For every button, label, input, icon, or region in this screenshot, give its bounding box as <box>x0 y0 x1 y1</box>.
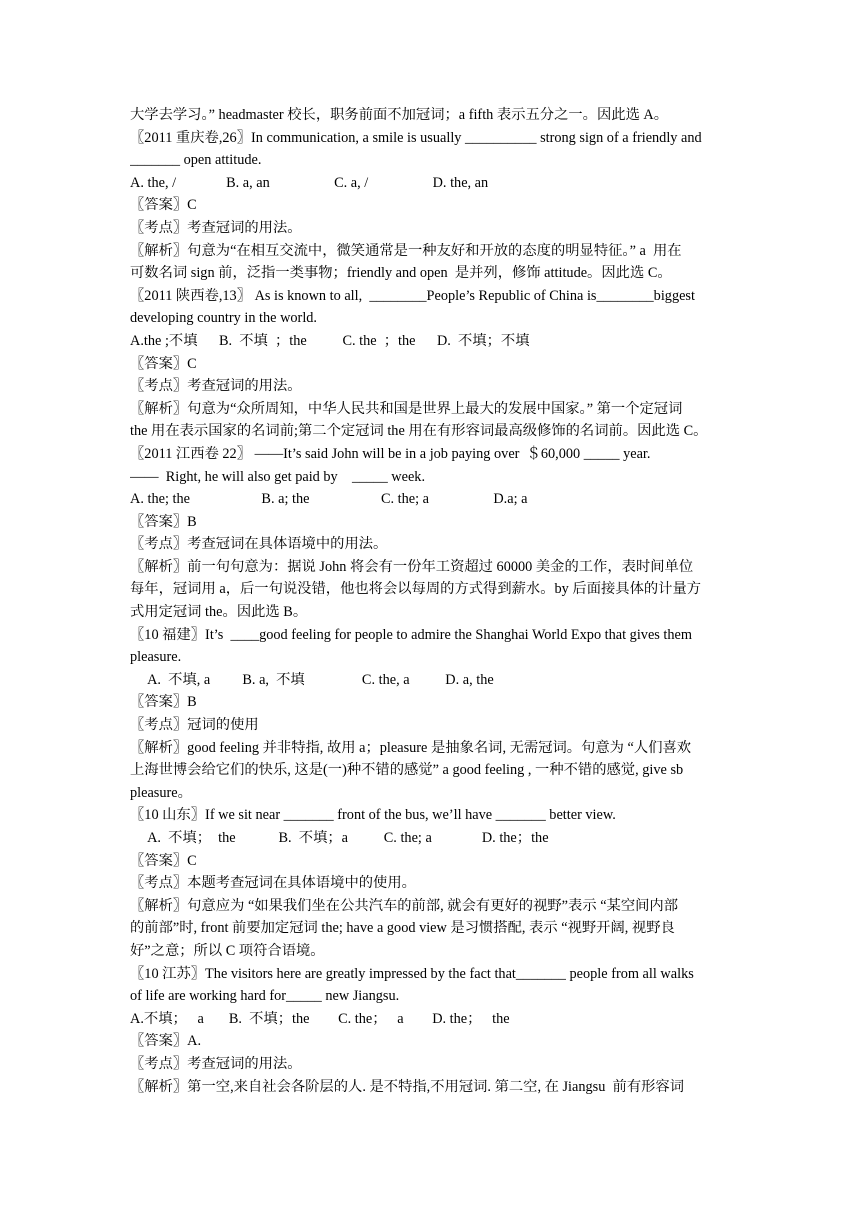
text-line: 〖考点〗考查冠词的用法。 <box>130 378 302 395</box>
text-line: pleasure。 <box>130 784 192 801</box>
text-line: 〖考点〗考查冠词的用法。 <box>130 219 302 236</box>
text-line: A.the ;不填 B. 不填 ；the C. the ；the D. 不填；不填 <box>130 332 530 349</box>
text-line: 〖答案〗C <box>130 355 197 372</box>
text-line: 大学去学习。” headmaster 校长，职务前面不加冠词；a fifth 表示五分之一。因此选 A。 <box>130 107 669 123</box>
text-line: 〖答案〗B <box>130 694 197 711</box>
text-line: A. the, / B. a, an C. a, / D. the, an <box>130 174 489 191</box>
text-line: A.不填； a B. 不填；the C. the； a D. the； the <box>130 1010 510 1027</box>
text-line: 〖答案〗B <box>130 513 197 530</box>
text-line: —— Right, he will also get paid by _____ week. <box>130 468 426 485</box>
text-line: 好”之意；所以 C 项符合语境。 <box>130 942 325 959</box>
text-line: 〖10 山东〗If we sit near _______ front of the bus, we’ll have _______ better view. <box>130 807 616 824</box>
text-line: _______ open attitude. <box>130 152 262 169</box>
text-line: developing country in the world. <box>130 310 318 327</box>
text-line: 的前部”时, front 前要加定冠词 the; have a good view 是习惯搭配, 表示 “视野开阔, 视野良 <box>130 920 675 937</box>
text-line: 〖解析〗句意为“在相互交流中，微笑通常是一种友好和开放的态度的明显特征。” a 用在 <box>130 242 682 259</box>
text-line: 〖考点〗冠词的使用 <box>130 717 259 734</box>
text-line: A. the; the B. a; the C. the; a D.a; a <box>130 491 528 508</box>
text-line: 〖2011 重庆卷,26〗In communication, a smile is usually __________ strong sign of a friendly and <box>130 129 702 146</box>
text-line: 可数名词 sign 前，泛指一类事物；friendly and open 是并列，修饰 attitude。因此选 C。 <box>130 265 672 282</box>
text-line: 〖2011 陕西卷,13〗 As is known to all, ________People’s Republic of China is________biggest <box>130 287 695 304</box>
text-line: 〖答案〗A. <box>130 1033 202 1050</box>
text-line: A. 不填； the B. 不填；a C. the; a D. the；the <box>130 830 549 846</box>
text-line: the 用在表示国家的名词前;第二个定冠词 the 用在有形容词最高级修饰的名词前。因此选 C。 <box>130 423 708 440</box>
text-line: 〖2011 江西卷 22〗 ——It’s said John will be in a job paying over ＄60,000 _____ year. <box>130 445 651 462</box>
text-line: 〖10 福建〗It’s ____good feeling for people to admire the Shanghai World Expo that gives them <box>130 626 693 643</box>
text-line: 每年，冠词用 a，后一句说没错，他也将会以每周的方式得到薪水。by 后面接具体的计量方 <box>130 581 702 598</box>
text-line: 〖解析〗句意为“众所周知，中华人民共和国是世界上最大的发展中国家。” 第一个定冠词 <box>130 400 683 417</box>
text-line: 〖考点〗考查冠词的用法。 <box>130 1055 302 1072</box>
document-page <box>130 104 732 1098</box>
text-line: 〖答案〗C <box>130 852 197 869</box>
text-line: of life are working hard for_____ new Jiangsu. <box>130 988 400 1005</box>
text-line: 〖解析〗前一句句意为：据说 John 将会有一份年工资超过 60000 美金的工作，表时间单位 <box>130 558 694 575</box>
text-line: 〖解析〗句意应为 “如果我们坐在公共汽车的前部, 就会有更好的视野”表示 “某空间内部 <box>130 897 679 914</box>
text-line: pleasure. <box>130 649 182 666</box>
text-line: 式用定冠词 the。因此选 B。 <box>130 604 308 621</box>
text-line: 〖10 江苏〗The visitors here are greatly impressed by the fact that_______ people from all walks <box>130 965 694 982</box>
text-line: 〖解析〗第一空,来自社会各阶层的人. 是不特指,不用冠词. 第二空, 在 Jiangsu 前有形容词 <box>130 1078 685 1095</box>
text-line: 〖答案〗C <box>130 197 197 214</box>
text-line: 〖解析〗good feeling 并非特指, 故用 a；pleasure 是抽象名词, 无需冠词。句意为 “人们喜欢 <box>130 739 692 756</box>
text-line: A. 不填, a B. a, 不填 C. the, a D. a, the <box>130 671 494 688</box>
text-line: 〖考点〗本题考查冠词在具体语境中的使用。 <box>130 875 416 892</box>
text-line: 上海世博会给它们的快乐, 这是(一)种不错的感觉” a good feeling , 一种不错的感觉, give sb <box>130 762 684 779</box>
text-line: 〖考点〗考查冠词在具体语境中的用法。 <box>130 536 388 553</box>
